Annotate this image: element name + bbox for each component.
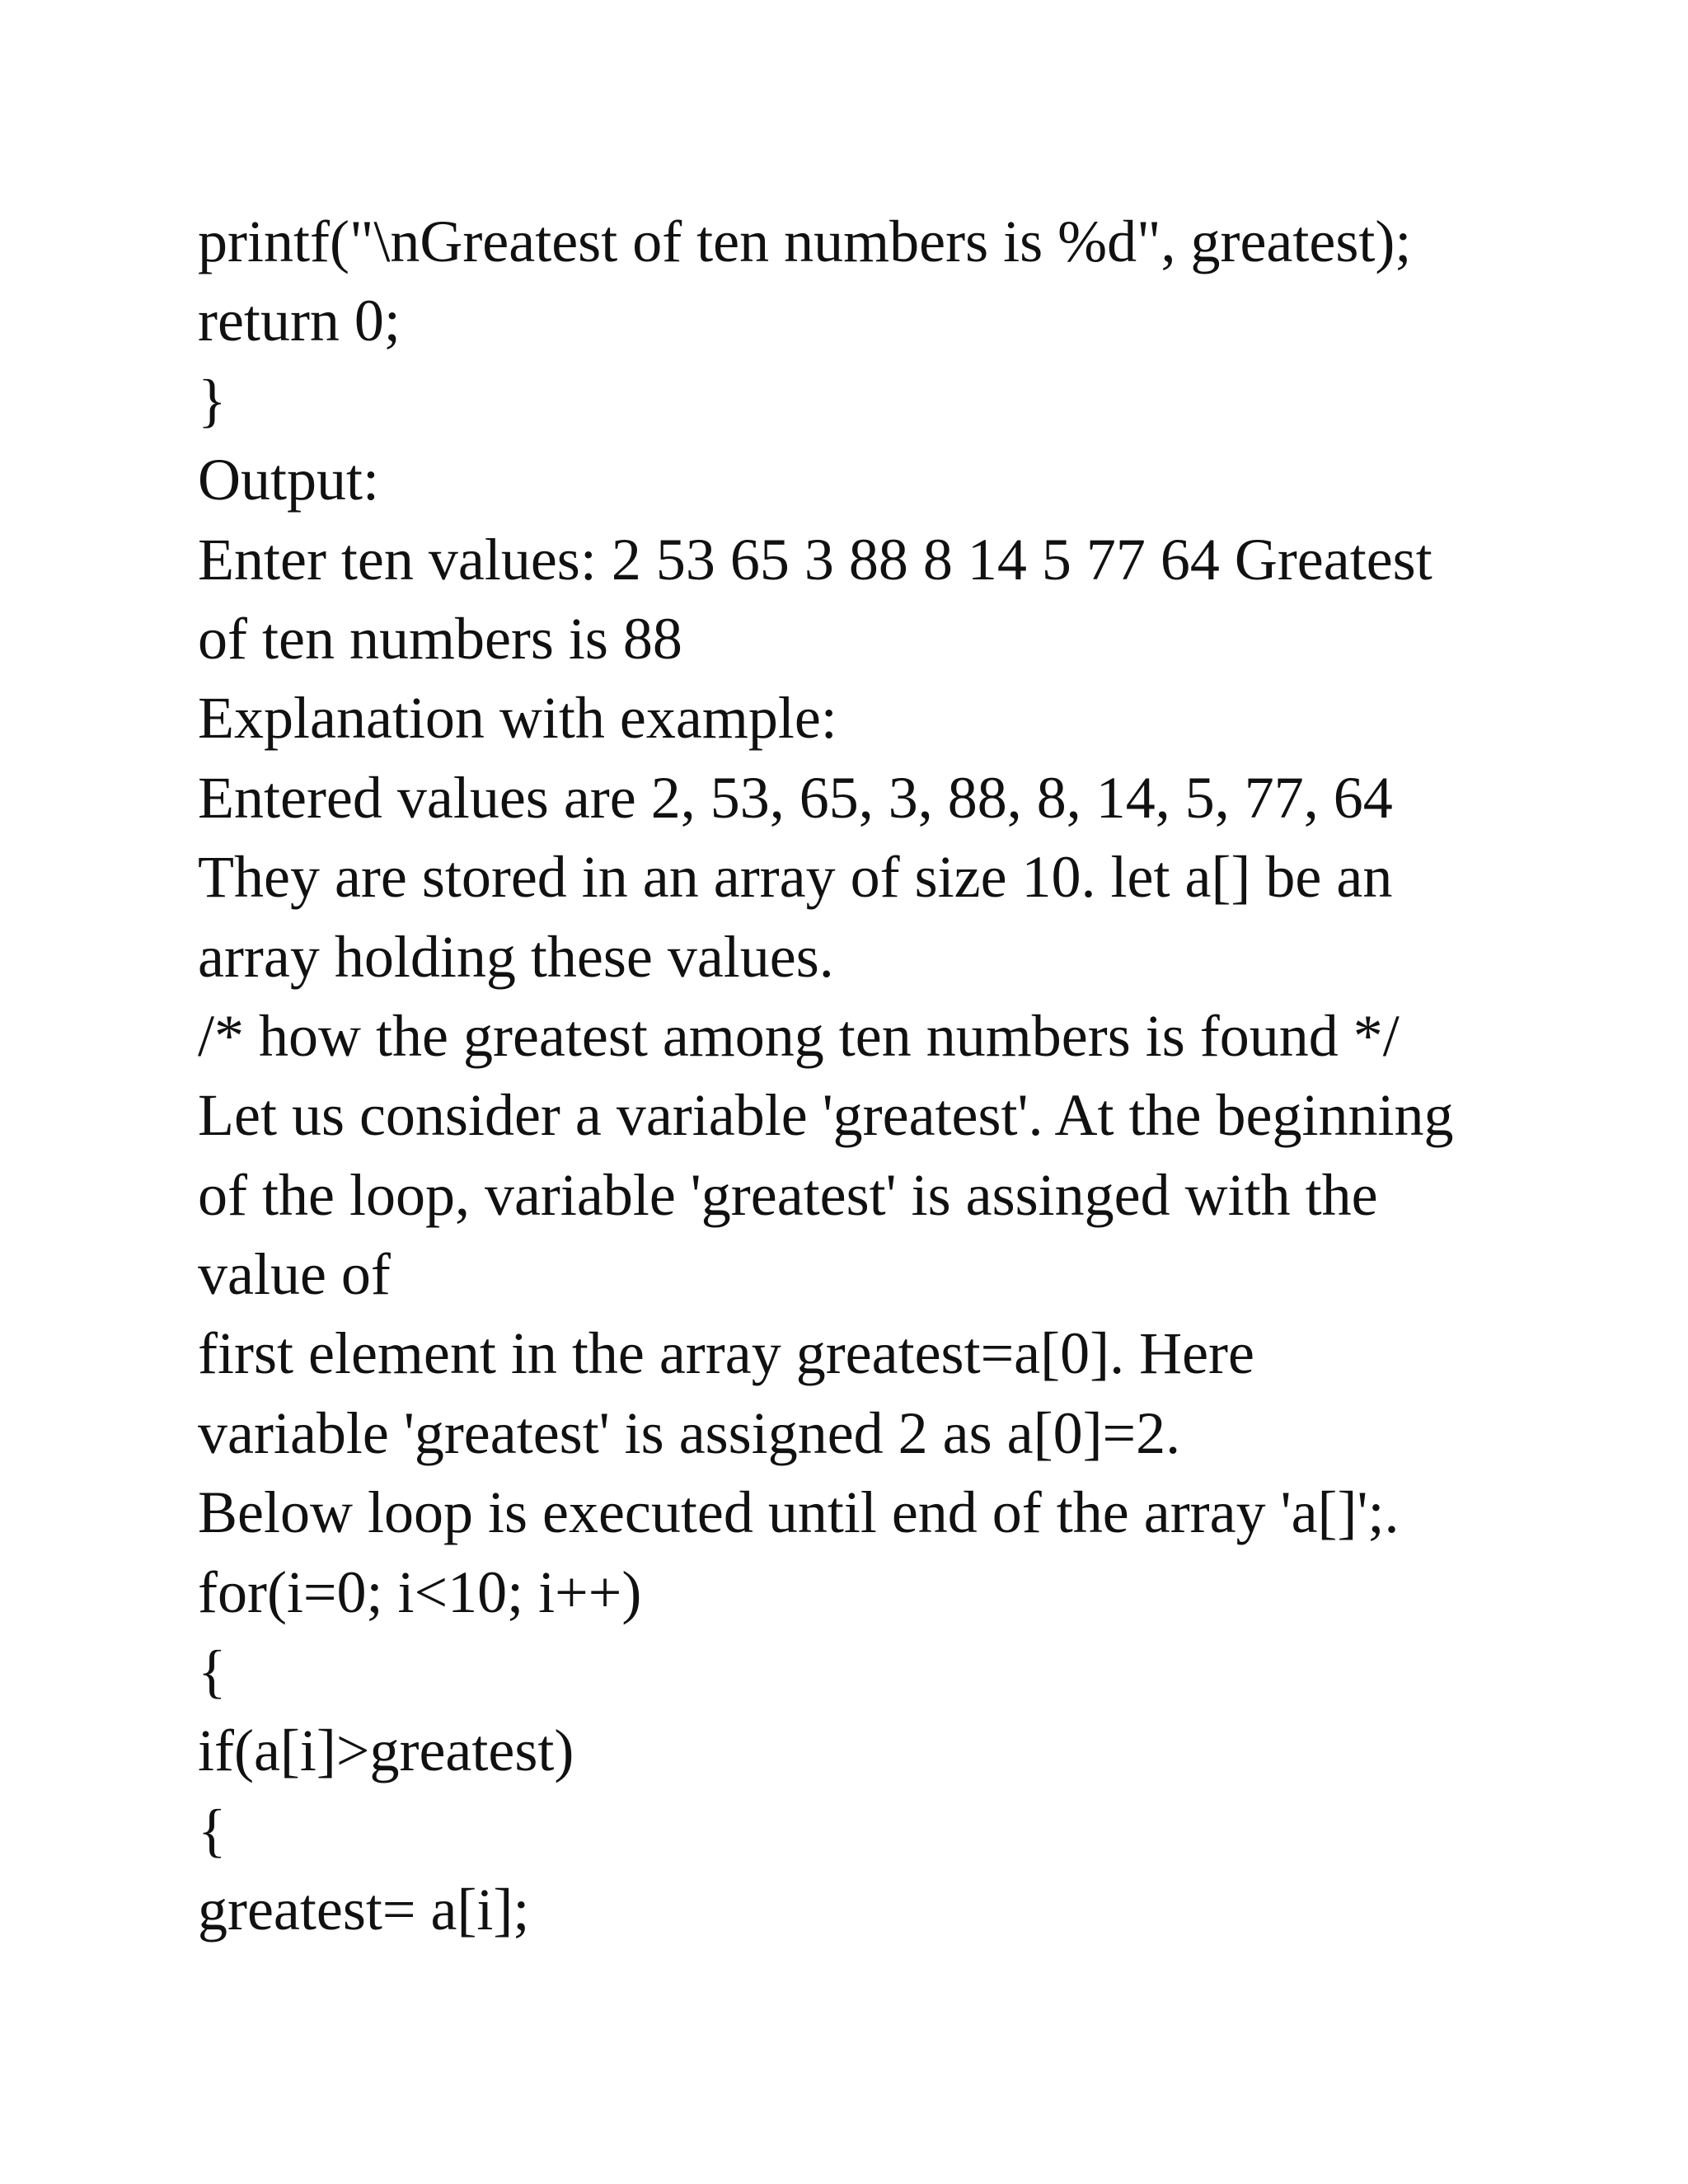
text-line: of the loop, variable 'greatest' is assinged with the — [198, 1161, 1378, 1228]
text-line: They are stored in an array of size 10. let a[] be an — [198, 844, 1393, 911]
text-line: Let us consider a variable 'greatest'. At the beginning — [198, 1082, 1454, 1149]
text-line: { — [198, 1638, 227, 1705]
text-line: /* how the greatest among ten numbers is found */ — [198, 1002, 1400, 1069]
text-line: return 0; — [198, 288, 401, 354]
text-line: first element in the array greatest=a[0]. Here — [198, 1320, 1254, 1387]
text-line: Output: — [198, 447, 380, 513]
text-line: for(i=0; i<10; i++) — [198, 1558, 642, 1625]
document-body — [198, 202, 1500, 1950]
text-line: { — [198, 1797, 227, 1863]
text-line: of ten numbers is 88 — [198, 605, 682, 672]
text-line: variable 'greatest' is assigned 2 as a[0]=2. — [198, 1399, 1181, 1466]
text-line: Explanation with example: — [198, 685, 837, 752]
text-line: Below loop is executed until end of the array 'a[]';. — [198, 1479, 1400, 1546]
text-line: } — [198, 367, 227, 434]
text-line: if(a[i]>greatest) — [198, 1718, 574, 1784]
text-line: Enter ten values: 2 53 65 3 88 8 14 5 77 64 Greatest — [198, 526, 1432, 593]
text-line: array holding these values. — [198, 923, 834, 990]
text-line: greatest= a[i]; — [198, 1877, 530, 1943]
text-line: Entered values are 2, 53, 65, 3, 88, 8, 14, 5, 77, 64 — [198, 764, 1393, 831]
text-line: value of — [198, 1241, 391, 1308]
text-line: printf("\nGreatest of ten numbers is %d", greatest); — [198, 209, 1412, 274]
